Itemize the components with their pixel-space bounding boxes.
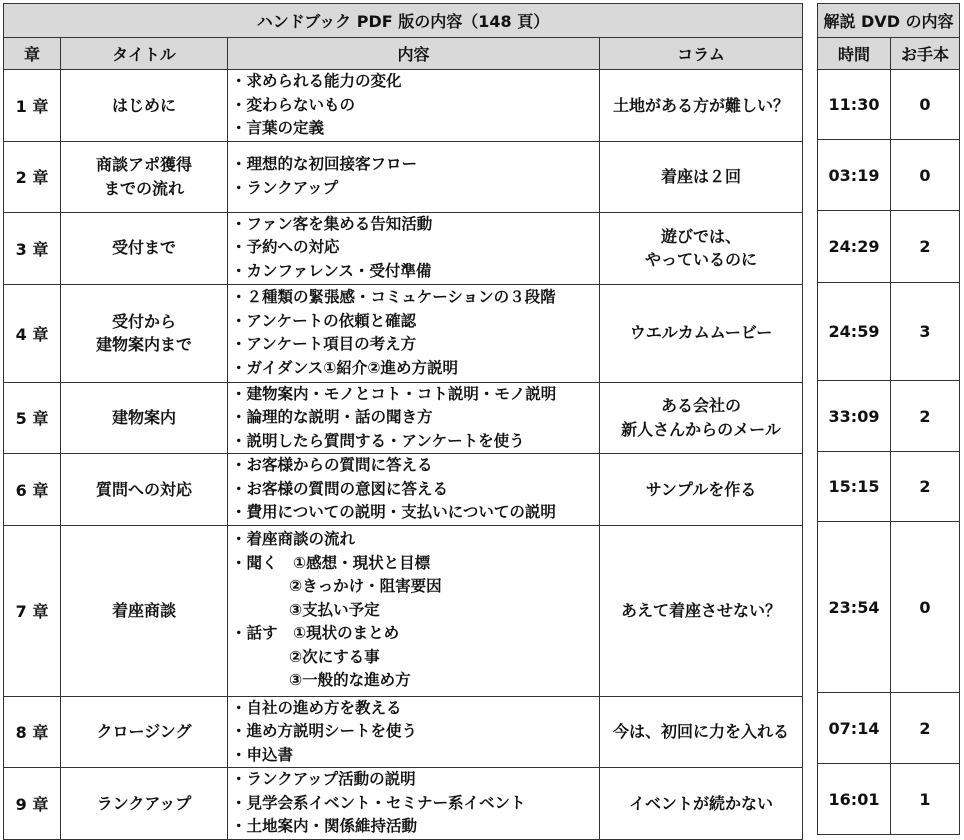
table-row xyxy=(4,141,803,212)
title-line: クロージング xyxy=(96,722,192,741)
title-line: 質問への対応 xyxy=(95,479,192,499)
content-cell xyxy=(228,454,600,526)
handbook-table-body xyxy=(4,70,803,840)
content-line: ・お客様からの質問に答える xyxy=(231,456,433,474)
content-line: ・費用についての説明・支払いについての説明 xyxy=(231,503,556,521)
time-cell: 23:54 xyxy=(818,522,891,693)
content-line: ③支払い予定 xyxy=(289,600,380,619)
example-cell: 3 xyxy=(891,283,960,381)
title-line: 受付まで xyxy=(111,238,176,258)
header-time: 時間 xyxy=(818,38,891,70)
content-line: ・見学会系イベント・セミナー系イベント xyxy=(231,793,526,812)
title-cell xyxy=(61,70,228,142)
content-line: ・論理的な説明・話の聞き方 xyxy=(231,408,433,426)
header-chapter: 章 xyxy=(4,38,61,70)
content-cell xyxy=(228,696,600,768)
chapter-cell: 1 章 xyxy=(4,70,61,142)
header-content: 内容 xyxy=(228,38,600,70)
title-line: 商談アポ獲得 xyxy=(95,155,192,174)
title-cell xyxy=(61,141,228,212)
content-line: ・建物案内・モノとコト・コト説明・モノ説明 xyxy=(231,384,557,403)
table-row xyxy=(4,525,803,696)
content-line: ・カンファレンス・受付準備 xyxy=(231,261,432,280)
table-row xyxy=(4,284,803,382)
content-line: ・アンケートの依頼と確認 xyxy=(231,311,417,330)
column-line: 今は、初回に力を入れる xyxy=(613,722,790,741)
content-cell xyxy=(228,768,600,840)
title-line: はじめに xyxy=(111,95,176,115)
table-row xyxy=(818,381,960,452)
chapter-cell: 6 章 xyxy=(4,454,61,526)
chapter-cell: 8 章 xyxy=(4,696,61,768)
time-cell: 11:30 xyxy=(818,70,891,140)
column-cell xyxy=(600,454,803,526)
time-cell: 07:14 xyxy=(818,693,891,764)
chapter-cell: 5 章 xyxy=(4,382,61,454)
table-row xyxy=(4,696,803,768)
table-row xyxy=(4,212,803,284)
title-cell xyxy=(61,284,228,382)
time-cell: 24:59 xyxy=(818,283,891,381)
time-cell: 24:29 xyxy=(818,211,891,283)
title-cell xyxy=(61,454,228,526)
header-column: コラム xyxy=(600,38,803,70)
title-line: 建物案内 xyxy=(111,408,176,427)
content-line: ・２種類の緊張感・コミュケーションの３段階 xyxy=(231,288,556,306)
title-line: 受付から xyxy=(111,311,176,331)
title-cell xyxy=(61,212,228,284)
content-cell xyxy=(228,284,600,382)
example-cell: 0 xyxy=(891,522,960,693)
example-cell: 2 xyxy=(891,693,960,764)
content-line: ・自社の進め方を教える xyxy=(231,698,402,717)
title-line: 建物案内まで xyxy=(95,335,192,354)
column-line: ウエルカムムービー xyxy=(629,323,773,343)
column-line: 新人さんからのメール xyxy=(621,419,781,439)
title-line: までの流れ xyxy=(103,178,184,198)
content-line: ・話す ①現状のまとめ xyxy=(231,624,400,643)
content-line: ・説明したら質問する・アンケートを使う xyxy=(231,431,525,450)
column-cell xyxy=(600,284,803,382)
column-cell xyxy=(600,525,803,696)
handbook-table-title: ハンドブック PDF 版の内容（148 頁） xyxy=(4,4,803,38)
column-cell xyxy=(600,70,803,142)
example-cell: 2 xyxy=(891,211,960,283)
content-line: ・ファン客を集める告知活動 xyxy=(231,214,433,233)
time-cell: 33:09 xyxy=(818,381,891,452)
time-cell: 16:01 xyxy=(818,764,891,835)
title-cell xyxy=(61,382,228,454)
table-row xyxy=(4,70,803,142)
title-cell xyxy=(61,768,228,840)
column-line: イベントが続かない xyxy=(629,793,774,813)
content-cell xyxy=(228,525,600,696)
table-row xyxy=(818,140,960,211)
content-line: ・求められる能力の変化 xyxy=(231,72,402,90)
title-cell xyxy=(61,525,228,696)
chapter-cell: 9 章 xyxy=(4,768,61,840)
content-line: ・土地案内・関係維持活動 xyxy=(231,817,418,835)
column-line: 遊びでは、 xyxy=(661,226,742,246)
content-line: ・言葉の定義 xyxy=(231,119,325,137)
content-line: ②次にする事 xyxy=(289,647,380,666)
content-line: ・申込書 xyxy=(231,745,294,764)
table-row xyxy=(818,452,960,522)
header-title: タイトル xyxy=(61,38,228,70)
table-row xyxy=(818,764,960,835)
example-cell: 1 xyxy=(891,764,960,835)
column-cell xyxy=(600,696,803,768)
content-line: ・ガイダンス①紹介②進め方説明 xyxy=(231,358,458,377)
content-cell xyxy=(228,382,600,454)
content-cell xyxy=(228,70,600,142)
column-cell xyxy=(600,141,803,212)
table-row xyxy=(818,522,960,693)
content-line: ・ランクアップ xyxy=(231,178,339,197)
content-line: ・アンケート項目の考え方 xyxy=(231,335,417,353)
content-line: ・予約への対応 xyxy=(231,238,340,257)
column-line: ある会社の xyxy=(661,396,742,416)
header-example: お手本 xyxy=(891,38,960,70)
table-row xyxy=(818,70,960,140)
title-line: 着座商談 xyxy=(111,600,176,620)
column-cell xyxy=(600,212,803,284)
title-cell xyxy=(61,696,228,768)
title-line: ランクアップ xyxy=(96,793,192,813)
content-cell xyxy=(228,141,600,212)
dvd-content-table xyxy=(817,3,960,835)
content-line: ③一般的な進め方 xyxy=(289,671,411,690)
example-cell: 2 xyxy=(891,381,960,452)
example-cell: 0 xyxy=(891,70,960,140)
content-line: ・理想的な初回接客フロー xyxy=(231,155,418,173)
content-line: ②きっかけ・阻害要因 xyxy=(289,577,442,596)
chapter-cell: 3 章 xyxy=(4,212,61,284)
column-line: あえて着座させない？ xyxy=(621,600,782,620)
dvd-table-body xyxy=(818,70,960,835)
content-line: ・お客様の質問の意図に答える xyxy=(231,479,449,498)
example-cell: 2 xyxy=(891,452,960,522)
chapter-cell: 2 章 xyxy=(4,141,61,212)
table-row xyxy=(818,283,960,381)
table-row xyxy=(4,382,803,454)
content-line: ・聞く ①感想・現状と目標 xyxy=(231,553,431,572)
table-row xyxy=(818,211,960,283)
content-line: ・進め方説明シートを使う xyxy=(231,722,418,740)
example-cell: 0 xyxy=(891,140,960,211)
table-row xyxy=(4,768,803,840)
chapter-cell: 7 章 xyxy=(4,525,61,696)
content-line: ・ランクアップ活動の説明 xyxy=(231,770,416,788)
column-cell xyxy=(600,768,803,840)
time-cell: 15:15 xyxy=(818,452,891,522)
content-line: ・着座商談の流れ xyxy=(231,530,356,549)
handbook-content-table xyxy=(3,3,803,840)
column-line: サンプルを作る xyxy=(645,479,757,499)
content-line: ・変わらないもの xyxy=(231,95,356,114)
column-cell xyxy=(600,382,803,454)
table-row xyxy=(4,454,803,526)
time-cell: 03:19 xyxy=(818,140,891,211)
column-line: 土地がある方が難しい？ xyxy=(613,95,790,115)
chapter-cell: 4 章 xyxy=(4,284,61,382)
column-line: 着座は２回 xyxy=(661,166,742,186)
column-line: やっているのに xyxy=(645,250,758,269)
dvd-table-title: 解説 DVD の内容 xyxy=(818,4,960,38)
content-cell xyxy=(228,212,600,284)
table-row xyxy=(818,693,960,764)
